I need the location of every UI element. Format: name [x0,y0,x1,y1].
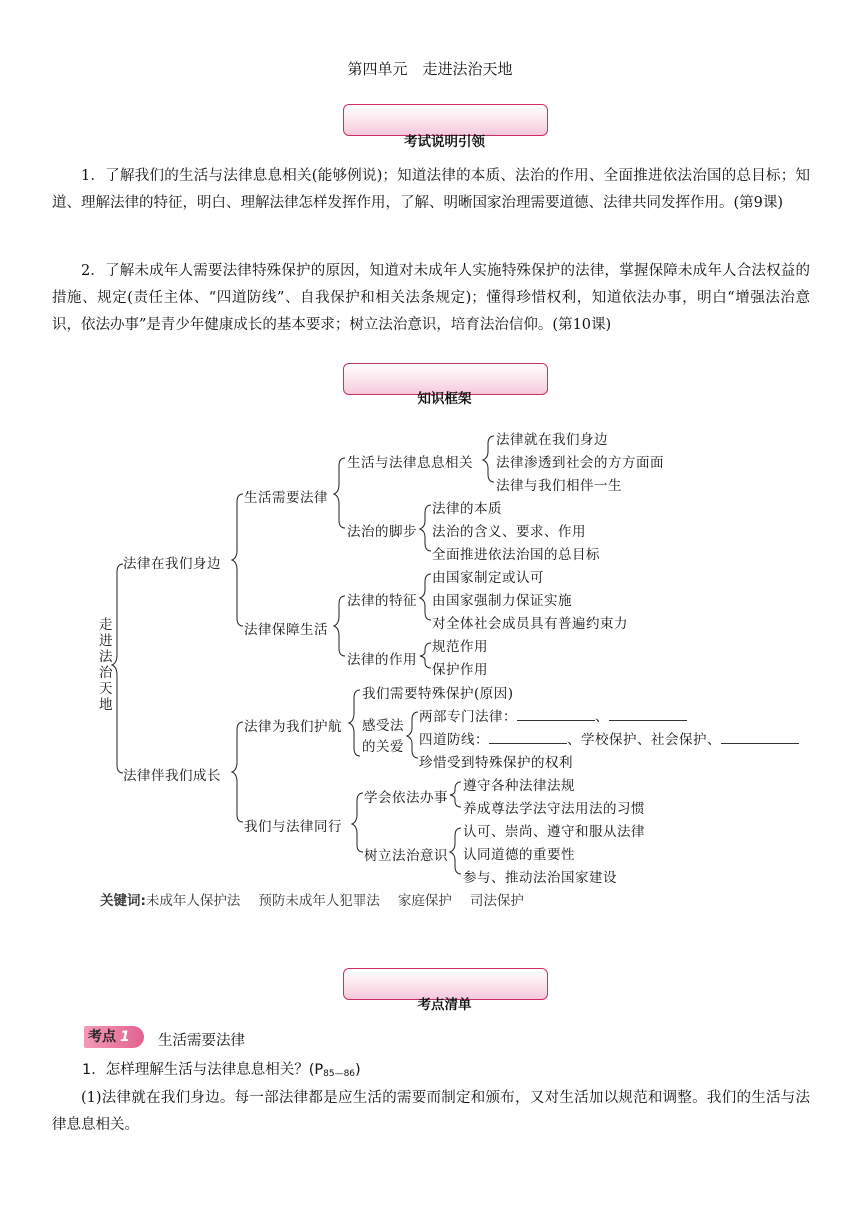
answer-paragraph: (1)法律就在我们身边。每一部法律都是应生活的需要而制定和颁布，又对生活加以规范和调整。我们的生活与法律息息相关。 [52,1090,810,1133]
question-pages: 85—86 [323,1069,356,1079]
unit-title: 第四单元 走进法治天地 [347,60,513,78]
tree-leaf-four-defenses [419,728,799,748]
tree-leaf: 养成尊法学法守法用法的习惯 [463,801,645,817]
tree-leaf: 全面推进依法治国的总目标 [432,547,600,563]
tree-leaf: 对全体社会成员具有普遍约束力 [432,616,628,632]
tree-leaf: 珍惜受到特殊保护的权利 [419,755,573,771]
tree-root: 走进法治天地 [99,617,113,713]
kaodian-badge-label: 考点 [88,1029,116,1045]
tree-leaf: 规范作用 [432,639,488,655]
tree-leaf: 遵守各种法律法规 [463,778,575,794]
tree-leaf: 保护作用 [432,662,488,678]
keyword-item: 司法保护 [469,893,524,909]
tree-l2-life-needs-law: 生活需要法律 [244,490,328,506]
tree-l3-feel-law-care: 感受法的关爱 [362,718,404,755]
tree-leaf: 法律的本质 [432,501,502,517]
tree-leaf-special-protection: 我们需要特殊保护(原因) [362,686,514,702]
keywords-line [100,889,524,909]
question-end: ) [355,1062,361,1078]
answer-blank[interactable] [721,731,799,744]
section-title-points: 考点清单 [417,997,472,1013]
tree-leaf: 法律渗透到社会的方方面面 [496,455,664,471]
tree-l1-law-grows-with-us: 法律伴我们成长 [123,768,221,784]
section-title-framework: 知识框架 [417,391,472,407]
tree-leaf: 法律就在我们身边 [496,432,608,448]
tree-l2-law-escorts-us: 法律为我们护航 [244,719,342,735]
exam-item-1: 1．了解我们的生活与法律息息相关(能够例说)；知道法律的本质、法治的作用、全面推进依法治国的总目标；知道、理解法律的特征，明白、理解法律怎样发挥作用，了解、明晰国家治理需要道德、法律共同发挥作用。(第9课) [52,168,810,211]
question-text: 1．怎样理解生活与法律息息相关？(P [82,1062,324,1078]
tree-leaf-four-defenses-label: 四道防线： [419,732,489,748]
tree-l2-law-protects-life: 法律保障生活 [244,622,328,638]
kaodian-badge-number: 1 [120,1029,130,1045]
tree-l3-law-functions: 法律的作用 [347,652,417,668]
tree-leaf: 法治的含义、要求、作用 [432,524,586,540]
kaodian-badge [84,1026,144,1048]
tree-l1-legal-around-us: 法律在我们身边 [123,556,221,572]
tree-l3-rule-of-law-steps: 法治的脚步 [347,524,417,540]
answer-blank[interactable] [609,708,687,721]
tree-leaf: 认同道德的重要性 [463,847,575,863]
keyword-item: 未成年人保护法 [145,893,241,909]
keywords-label: 关键词: [100,893,146,909]
tree-leaf-separator: 、 [595,709,609,725]
tree-l3-law-features: 法律的特征 [347,593,417,609]
answer-blank[interactable] [517,708,595,721]
tree-leaf: 由国家强制力保证实施 [432,593,572,609]
tree-l3-legal-awareness: 树立法治意识 [364,848,448,864]
answer-blank[interactable] [489,731,567,744]
tree-leaf-four-defenses-mid: 、学校保护、社会保护、 [567,732,721,748]
kaodian-title: 生活需要法律 [158,1033,245,1049]
tree-l2-walk-with-law: 我们与法律同行 [244,819,342,835]
tree-leaf: 认可、崇尚、遵守和服从法律 [463,824,645,840]
tree-leaf: 法律与我们相伴一生 [496,478,622,494]
tree-l3-life-law-related: 生活与法律息息相关 [347,455,473,471]
tree-leaf-two-laws-label: 两部专门法律： [419,709,517,725]
exam-item-2: 2．了解未成年人需要法律特殊保护的原因，知道对未成年人实施特殊保护的法律，掌握保障未成年人合法权益的措施、规定(责任主体、“四道防线”、自我保护和相关法条规定)；懂得珍惜权利，知道依法办事，明白“增强法治意识，依法办事”是青少年健康成长的基本要求；树立法治意识，培育法治信仰。(第10课) [52,263,810,333]
section-title-exam: 考试说明引领 [404,134,485,150]
tree-leaf: 由国家制定或认可 [432,570,544,586]
keyword-item: 家庭保护 [397,893,452,909]
question-title [82,1058,361,1079]
tree-l3-act-by-law: 学会依法办事 [364,790,448,806]
keyword-item: 预防未成年人犯罪法 [258,893,380,909]
tree-leaf-two-laws [419,705,687,725]
tree-leaf: 参与、推动法治国家建设 [463,870,617,886]
